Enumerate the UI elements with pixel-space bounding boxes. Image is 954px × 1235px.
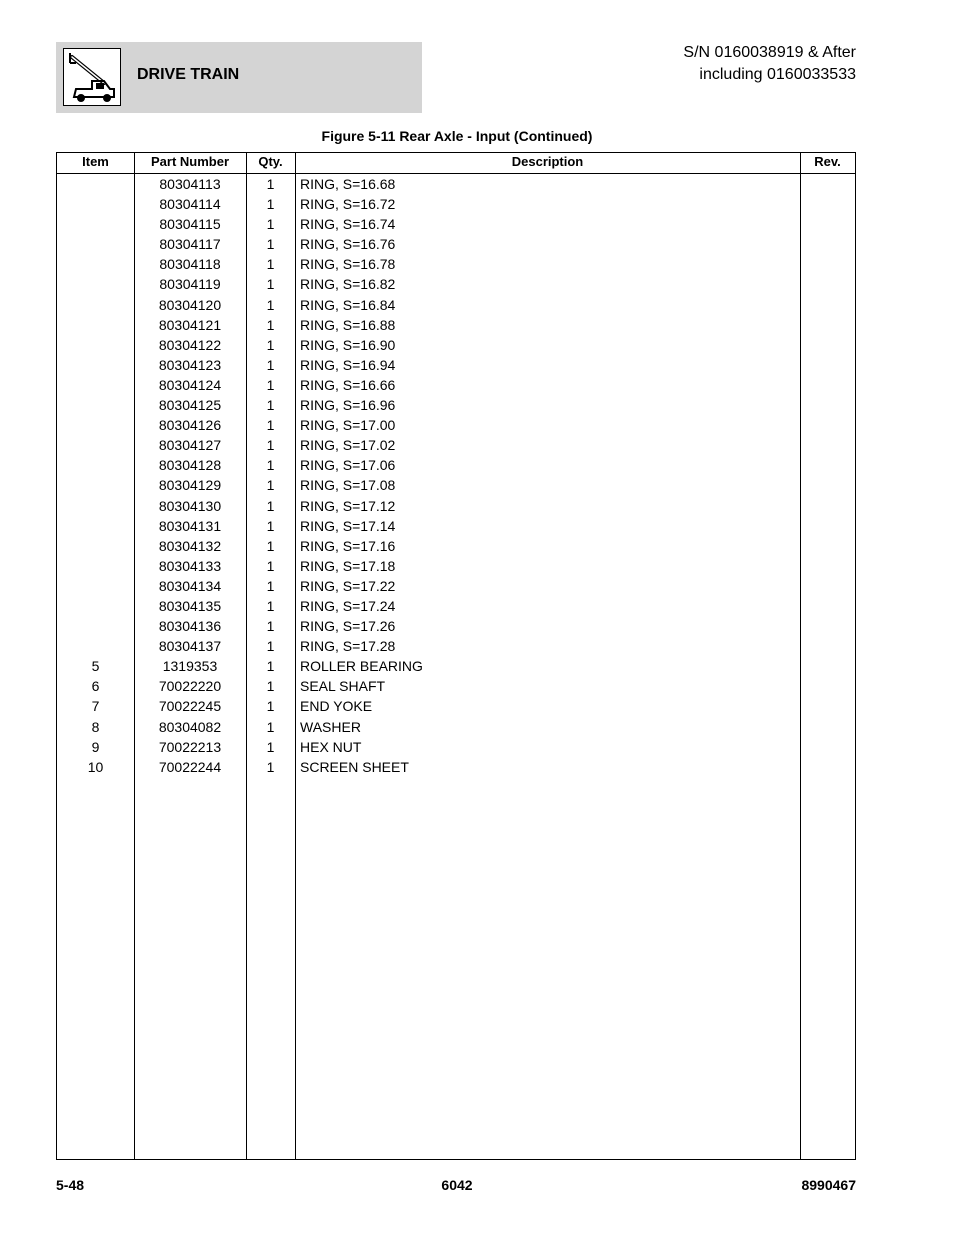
section-header [56,42,422,113]
row-qty: 1 [266,376,275,393]
table-row [57,717,855,737]
row-qty: 1 [266,658,275,675]
row-description: RING, S=16.88 [300,316,396,333]
row-part-number: 80304113 [159,176,221,192]
row-qty: 1 [266,758,275,775]
row-part-number: 80304130 [158,497,222,514]
row-part-number: 80304117 [159,236,221,253]
row-qty: 1 [266,618,275,635]
row-qty: 1 [266,557,275,574]
row-part-number: 80304128 [158,457,222,474]
row-qty: 1 [266,336,275,353]
row-description: RING, S=16.90 [300,336,396,353]
row-part-number: 80304125 [158,397,222,414]
row-qty: 1 [266,256,275,273]
table-row [57,315,855,335]
column-header-qty: Qty. [258,154,283,169]
row-qty: 1 [266,417,275,434]
row-description: SEAL SHAFT [300,678,386,695]
row-description: RING, S=16.72 [300,196,396,213]
row-part-number: 80304134 [158,577,222,594]
page-number: 5-48 [56,1177,85,1193]
table-row [57,576,855,596]
row-item: 10 [87,758,104,775]
row-description: RING, S=17.28 [300,638,396,655]
row-qty: 1 [266,497,275,514]
row-qty: 1 [266,196,275,213]
row-part-number: 80304129 [158,477,222,494]
row-description: RING, S=17.26 [300,618,396,635]
parts-table [56,152,856,1160]
table-row [57,737,855,757]
row-description: RING, S=16.96 [300,397,396,414]
row-qty: 1 [266,537,275,554]
table-row [57,757,855,777]
table-row [57,254,855,274]
table-row [57,194,855,214]
row-qty: 1 [266,276,275,293]
row-part-number: 80304135 [158,597,222,614]
row-qty: 1 [266,437,275,454]
table-row [57,596,855,616]
row-description: RING, S=17.18 [300,557,396,574]
row-part-number: 1319353 [162,658,218,675]
row-qty: 1 [266,296,275,313]
row-description: SCREEN SHEET [300,758,409,775]
row-part-number: 80304136 [158,618,222,635]
row-description: RING, S=17.02 [300,437,396,454]
row-qty: 1 [266,638,275,655]
row-description: RING, S=17.24 [300,597,396,614]
table-row [57,395,855,415]
row-part-number: 80304126 [158,417,222,434]
row-item: 9 [91,738,100,755]
row-part-number: 80304120 [158,296,222,313]
row-qty: 1 [266,678,275,695]
table-row [57,616,855,636]
row-description: RING, S=17.16 [300,537,396,554]
row-part-number: 70022244 [158,758,222,775]
row-description: RING, S=16.94 [300,356,396,373]
row-qty: 1 [266,176,275,192]
table-row [57,335,855,355]
row-part-number: 80304137 [158,638,222,655]
row-part-number: 70022245 [158,698,222,715]
table-row [57,214,855,234]
row-qty: 1 [266,457,275,474]
row-item: 8 [91,718,100,735]
row-qty: 1 [266,236,275,253]
table-row [57,676,855,696]
row-description: RING, S=16.76 [300,236,396,253]
table-row [57,375,855,395]
row-description: RING, S=17.06 [300,457,396,474]
telehandler-icon [63,48,121,106]
model-number: 6042 [441,1177,473,1193]
row-part-number: 80304132 [158,537,222,554]
row-item: 5 [91,658,100,675]
row-qty: 1 [266,517,275,534]
table-row [57,516,855,536]
column-header-description: Description [511,154,584,169]
table-row [57,174,855,194]
row-description: WASHER [300,718,361,735]
row-description: RING, S=17.14 [300,517,396,534]
row-description: RING, S=17.00 [300,417,396,434]
row-item: 7 [91,698,100,715]
row-part-number: 80304115 [159,216,221,233]
row-part-number: 80304082 [158,718,222,735]
row-qty: 1 [266,356,275,373]
table-row [57,696,855,716]
row-description: RING, S=16.66 [300,376,396,393]
row-part-number: 80304122 [158,336,222,353]
row-part-number: 70022213 [158,738,222,755]
row-qty: 1 [266,316,275,333]
table-row [57,355,855,375]
table-row [57,636,855,656]
row-item: 6 [91,678,100,695]
document-number: 8990467 [801,1177,856,1193]
row-part-number: 80304119 [159,276,221,293]
row-qty: 1 [266,738,275,755]
table-body [57,174,855,777]
row-description: RING, S=17.22 [300,577,396,594]
column-header-rev: Rev. [814,154,841,169]
table-row [57,556,855,576]
table-row [57,295,855,315]
column-header-part-number: Part Number [150,154,230,169]
row-qty: 1 [266,216,275,233]
row-part-number: 80304124 [158,376,222,393]
table-row [57,455,855,475]
row-part-number: 80304118 [159,256,221,273]
serial-line-2: including 0160033533 [699,66,856,83]
row-part-number: 80304127 [158,437,222,454]
figure-title: Figure 5-11 Rear Axle - Input (Continued) [321,128,593,144]
row-part-number: 80304123 [158,356,222,373]
table-row [57,536,855,556]
table-row [57,274,855,294]
row-part-number: 70022220 [158,678,222,695]
table-row [57,415,855,435]
section-title: DRIVE TRAIN [137,66,240,83]
row-qty: 1 [266,577,275,594]
row-description: RING, S=16.84 [300,296,396,313]
row-description: RING, S=16.78 [300,256,396,273]
table-row [57,435,855,455]
row-qty: 1 [266,477,275,494]
row-part-number: 80304133 [158,557,222,574]
table-row [57,496,855,516]
row-description: END YOKE [300,698,373,715]
row-qty: 1 [266,597,275,614]
table-row [57,656,855,676]
row-description: ROLLER BEARING [300,658,423,675]
row-description: RING, S=17.12 [300,497,396,514]
row-part-number: 80304114 [159,196,221,213]
row-description: HEX NUT [300,738,362,755]
row-qty: 1 [266,397,275,414]
table-row [57,475,855,495]
row-description: RING, S=16.82 [300,276,396,293]
table-row [57,234,855,254]
serial-range [683,42,856,86]
row-part-number: 80304121 [158,316,222,333]
row-description: RING, S=16.74 [300,216,396,233]
column-header-item: Item [82,154,109,169]
row-description: RING, S=17.08 [300,477,396,494]
row-qty: 1 [266,698,275,715]
serial-line-1: S/N 0160038919 & After [683,44,856,61]
row-qty: 1 [266,718,275,735]
row-part-number: 80304131 [158,517,222,534]
row-description: RING, S=16.68 [300,176,396,192]
